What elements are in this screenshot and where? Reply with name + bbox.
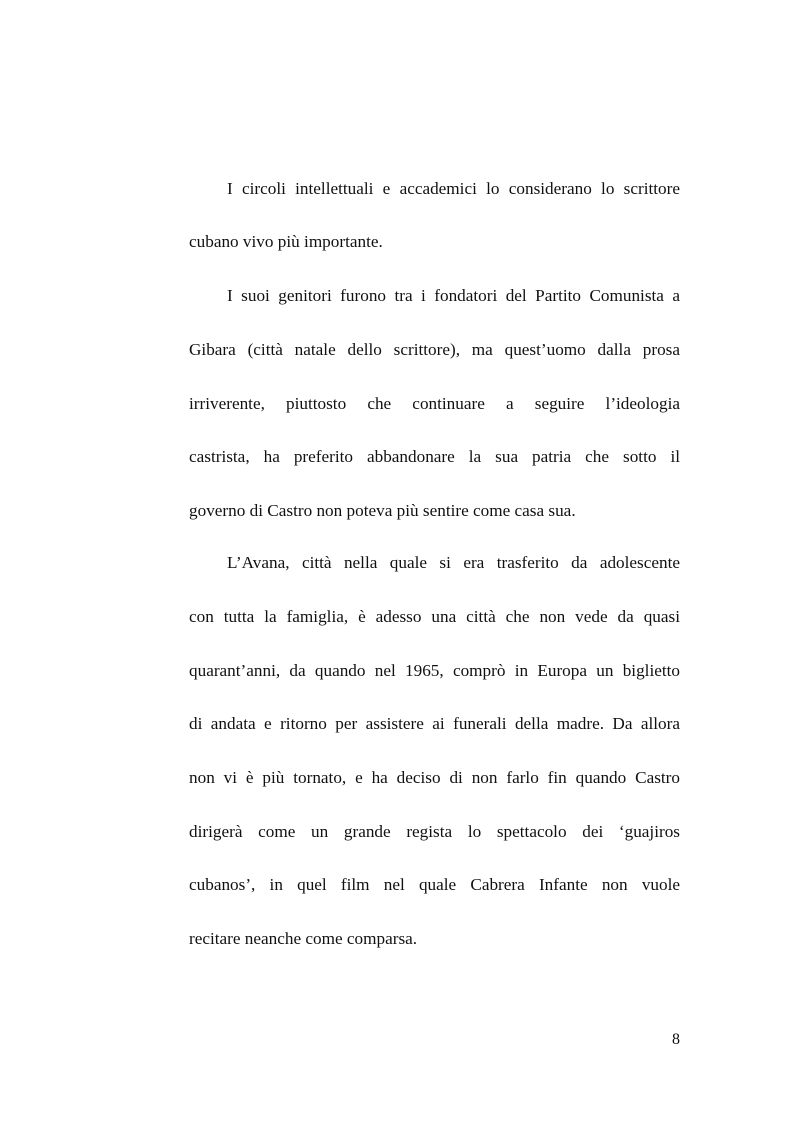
paragraph-3-line-3: quarant’anni, da quando nel 1965, comprò in Europa un biglietto: [189, 661, 680, 680]
paragraph-2-line-5: governo di Castro non poteva più sentire come casa sua.: [189, 501, 576, 520]
paragraph-3-line-4: di andata e ritorno per assistere ai funerali della madre. Da allora: [189, 714, 680, 733]
paragraph-3-line-6: dirigerà come un grande regista lo spettacolo dei ‘guajiros: [189, 822, 680, 841]
paragraph-3-line-1: L’Avana, città nella quale si era trasferito da adolescente: [227, 553, 680, 572]
page-number: 8: [672, 1031, 680, 1048]
paragraph-2-line-4: castrista, ha preferito abbandonare la sua patria che sotto il: [189, 447, 680, 466]
paragraph-1-line-1: I circoli intellettuali e accademici lo considerano lo scrittore: [227, 179, 680, 198]
paragraph-2-line-1: I suoi genitori furono tra i fondatori del Partito Comunista a: [227, 286, 680, 305]
paragraph-3-line-7: cubanos’, in quel film nel quale Cabrera Infante non vuole: [189, 875, 680, 894]
paragraph-3-line-5: non vi è più tornato, e ha deciso di non farlo fin quando Castro: [189, 768, 680, 787]
paragraph-3-line-8: recitare neanche come comparsa.: [189, 929, 418, 948]
paragraph-2-line-3: irriverente, piuttosto che continuare a seguire l’ideologia: [189, 394, 680, 413]
paragraph-2-line-2: Gibara (città natale dello scrittore), ma quest’uomo dalla prosa: [189, 340, 680, 359]
paragraph-1-line-2: cubano vivo più importante.: [189, 232, 383, 251]
paragraph-3-line-2: con tutta la famiglia, è adesso una città che non vede da quasi: [189, 607, 680, 626]
